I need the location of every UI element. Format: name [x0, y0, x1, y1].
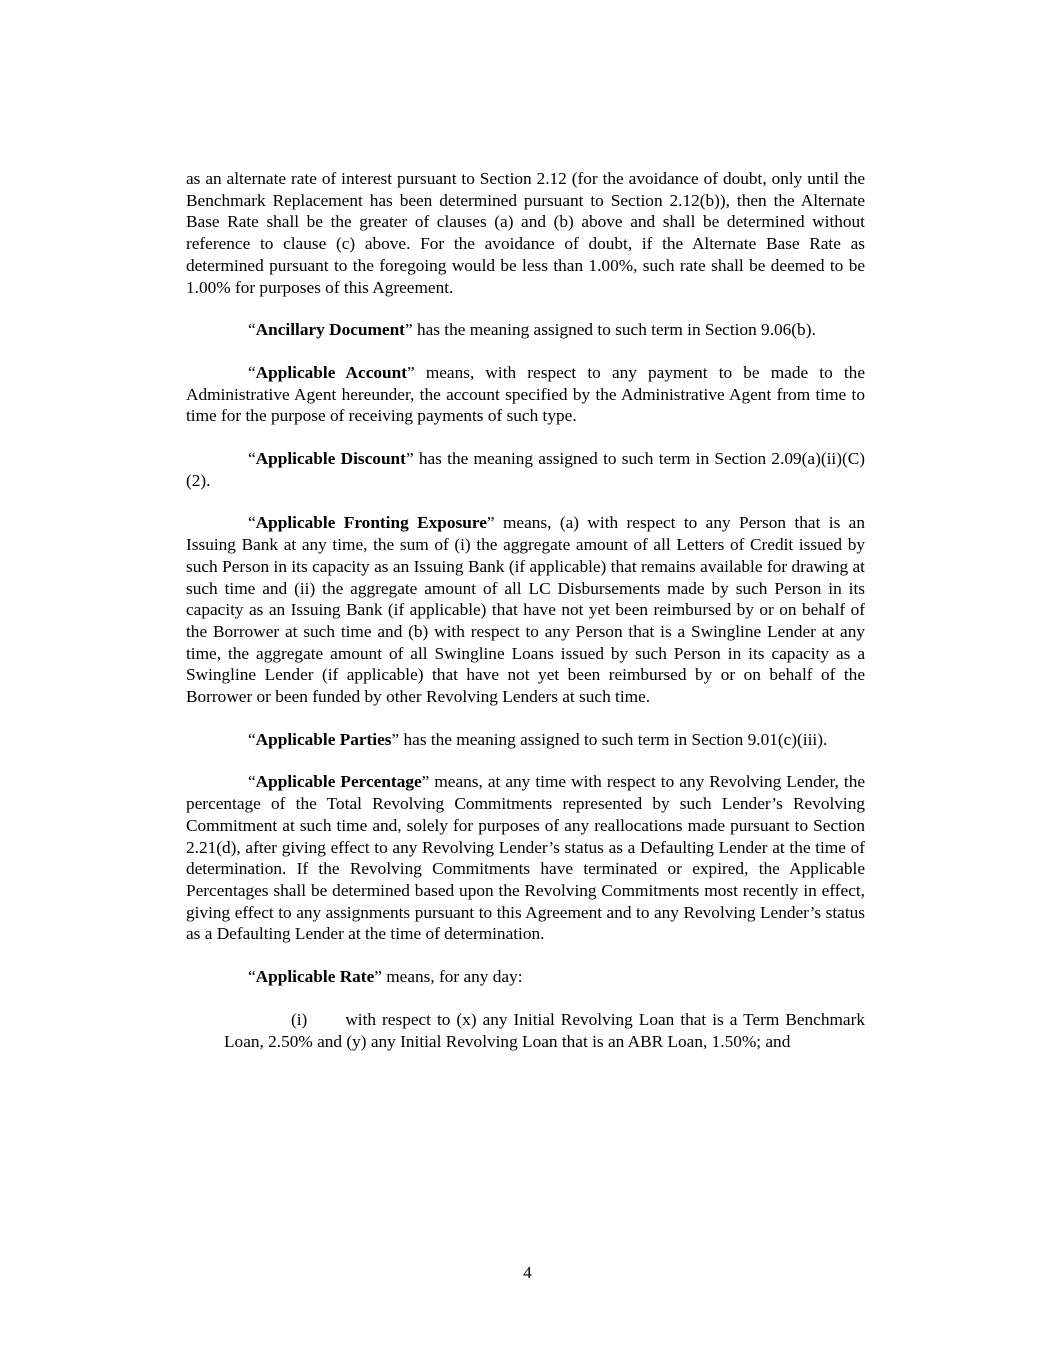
- definition-body: means, at any time with respect to any Revolving Lender, the percentage of the Total Revolving Commitments represented by such Lender’s Revolving Commitment at such time and, solely for purposes of any reallocations made pursuant to Section 2.21(d), after giving effect to any Revolving Lender’s status as a Defaulting Lender at the time of determination. If the Revolving Commitments have terminated or expired, the Applicable Percentages shall be determined based upon the Revolving Commitments most recently in effect, giving effect to any assignments pursuant to this Agreement and to any Revolving Lender’s status as a Defaulting Lender at the time of determination.: [186, 772, 866, 944]
- definition-applicable-percentage: [186, 771, 865, 945]
- document-page: [186, 168, 865, 1073]
- open-quote: “: [248, 967, 256, 987]
- close-quote: ”: [404, 320, 413, 340]
- page-number: 4: [523, 1263, 532, 1282]
- open-quote: “: [248, 513, 256, 533]
- definition-body: has the meaning assigned to such term in Section 2.09(a)(ii)(C)(2).: [186, 449, 866, 490]
- definition-applicable-account: [186, 362, 865, 427]
- intro-paragraph: as an alternate rate of interest pursuant to Section 2.12 (for the avoidance of doubt, only until the Benchmark Replacement has been determined pursuant to Section 2.12(b)), then the Alternate Base Rate shall be the greater of clauses (a) and (b) above and shall be determined without reference to clause (c) above. For the avoidance of doubt, if the Alternate Base Rate as determined pursuant to the foregoing would be less than 1.00%, such rate shall be deemed to be 1.00% for purposes of this Agreement.: [186, 169, 865, 297]
- definition-ancillary-document: [186, 319, 865, 341]
- close-quote: ”: [374, 967, 382, 987]
- open-quote: “: [248, 362, 256, 382]
- close-quote: ”: [391, 729, 400, 749]
- definition-body: means, with respect to any payment to be made to the Administrative Agent hereunder, the account specified by the Administrative Agent from time to time for the purpose of receiving payments of such type.: [186, 362, 865, 426]
- definition-applicable-parties: [186, 729, 865, 751]
- defined-term: Applicable Fronting Exposure: [255, 513, 487, 533]
- defined-term: Applicable Percentage: [255, 772, 422, 792]
- definition-body: means, (a) with respect to any Person that is an Issuing Bank at any time, the sum of (i) the aggregate amount of all Letters of Credit issued by such Person in its capacity as an Issuing Bank (if applicable) that remains available for drawing at such time and (ii) the aggregate amount of all LC Disbursements made by such Person in its capacity as an Issuing Bank (if applicable) that have not yet been reimbursed by or on behalf of the Borrower at such time and (b) with respect to any Person that is a Swingline Lender at any time, the aggregate amount of all Swingline Loans issued by such Person in its capacity as a Swingline Lender (if applicable) that have not yet been reimbursed by or on behalf of the Borrower or been funded by other Revolving Lenders at such time.: [186, 513, 865, 707]
- definition-body: has the meaning assigned to such term in Section 9.06(b).: [412, 320, 816, 340]
- definition-applicable-fronting-exposure: [186, 512, 865, 707]
- defined-term: Applicable Parties: [255, 729, 392, 749]
- close-quote: ”: [407, 362, 415, 382]
- open-quote: “: [248, 449, 256, 469]
- close-quote: ”: [405, 449, 414, 469]
- definition-applicable-rate: [186, 966, 865, 988]
- close-quote: ”: [486, 513, 495, 533]
- definition-body: means, for any day:: [381, 967, 523, 987]
- open-quote: “: [248, 320, 256, 340]
- close-quote: ”: [421, 772, 430, 792]
- clause-label: (i): [291, 1009, 308, 1029]
- clause-text: with respect to (x) any Initial Revolving Loan that is a Term Benchmark Loan, 2.50% and (y) any Initial Revolving Loan that is an ABR Loan, 1.50%; and: [224, 1009, 865, 1051]
- defined-term: Applicable Rate: [255, 967, 375, 987]
- open-quote: “: [248, 772, 256, 792]
- defined-term: Applicable Account: [255, 362, 407, 382]
- defined-term: Applicable Discount: [255, 449, 406, 469]
- defined-term: Ancillary Document: [255, 320, 405, 340]
- definition-body: has the meaning assigned to such term in Section 9.01(c)(iii).: [399, 729, 828, 749]
- open-quote: “: [248, 729, 256, 749]
- definition-applicable-discount: [186, 448, 865, 491]
- clause-i: [224, 1009, 865, 1052]
